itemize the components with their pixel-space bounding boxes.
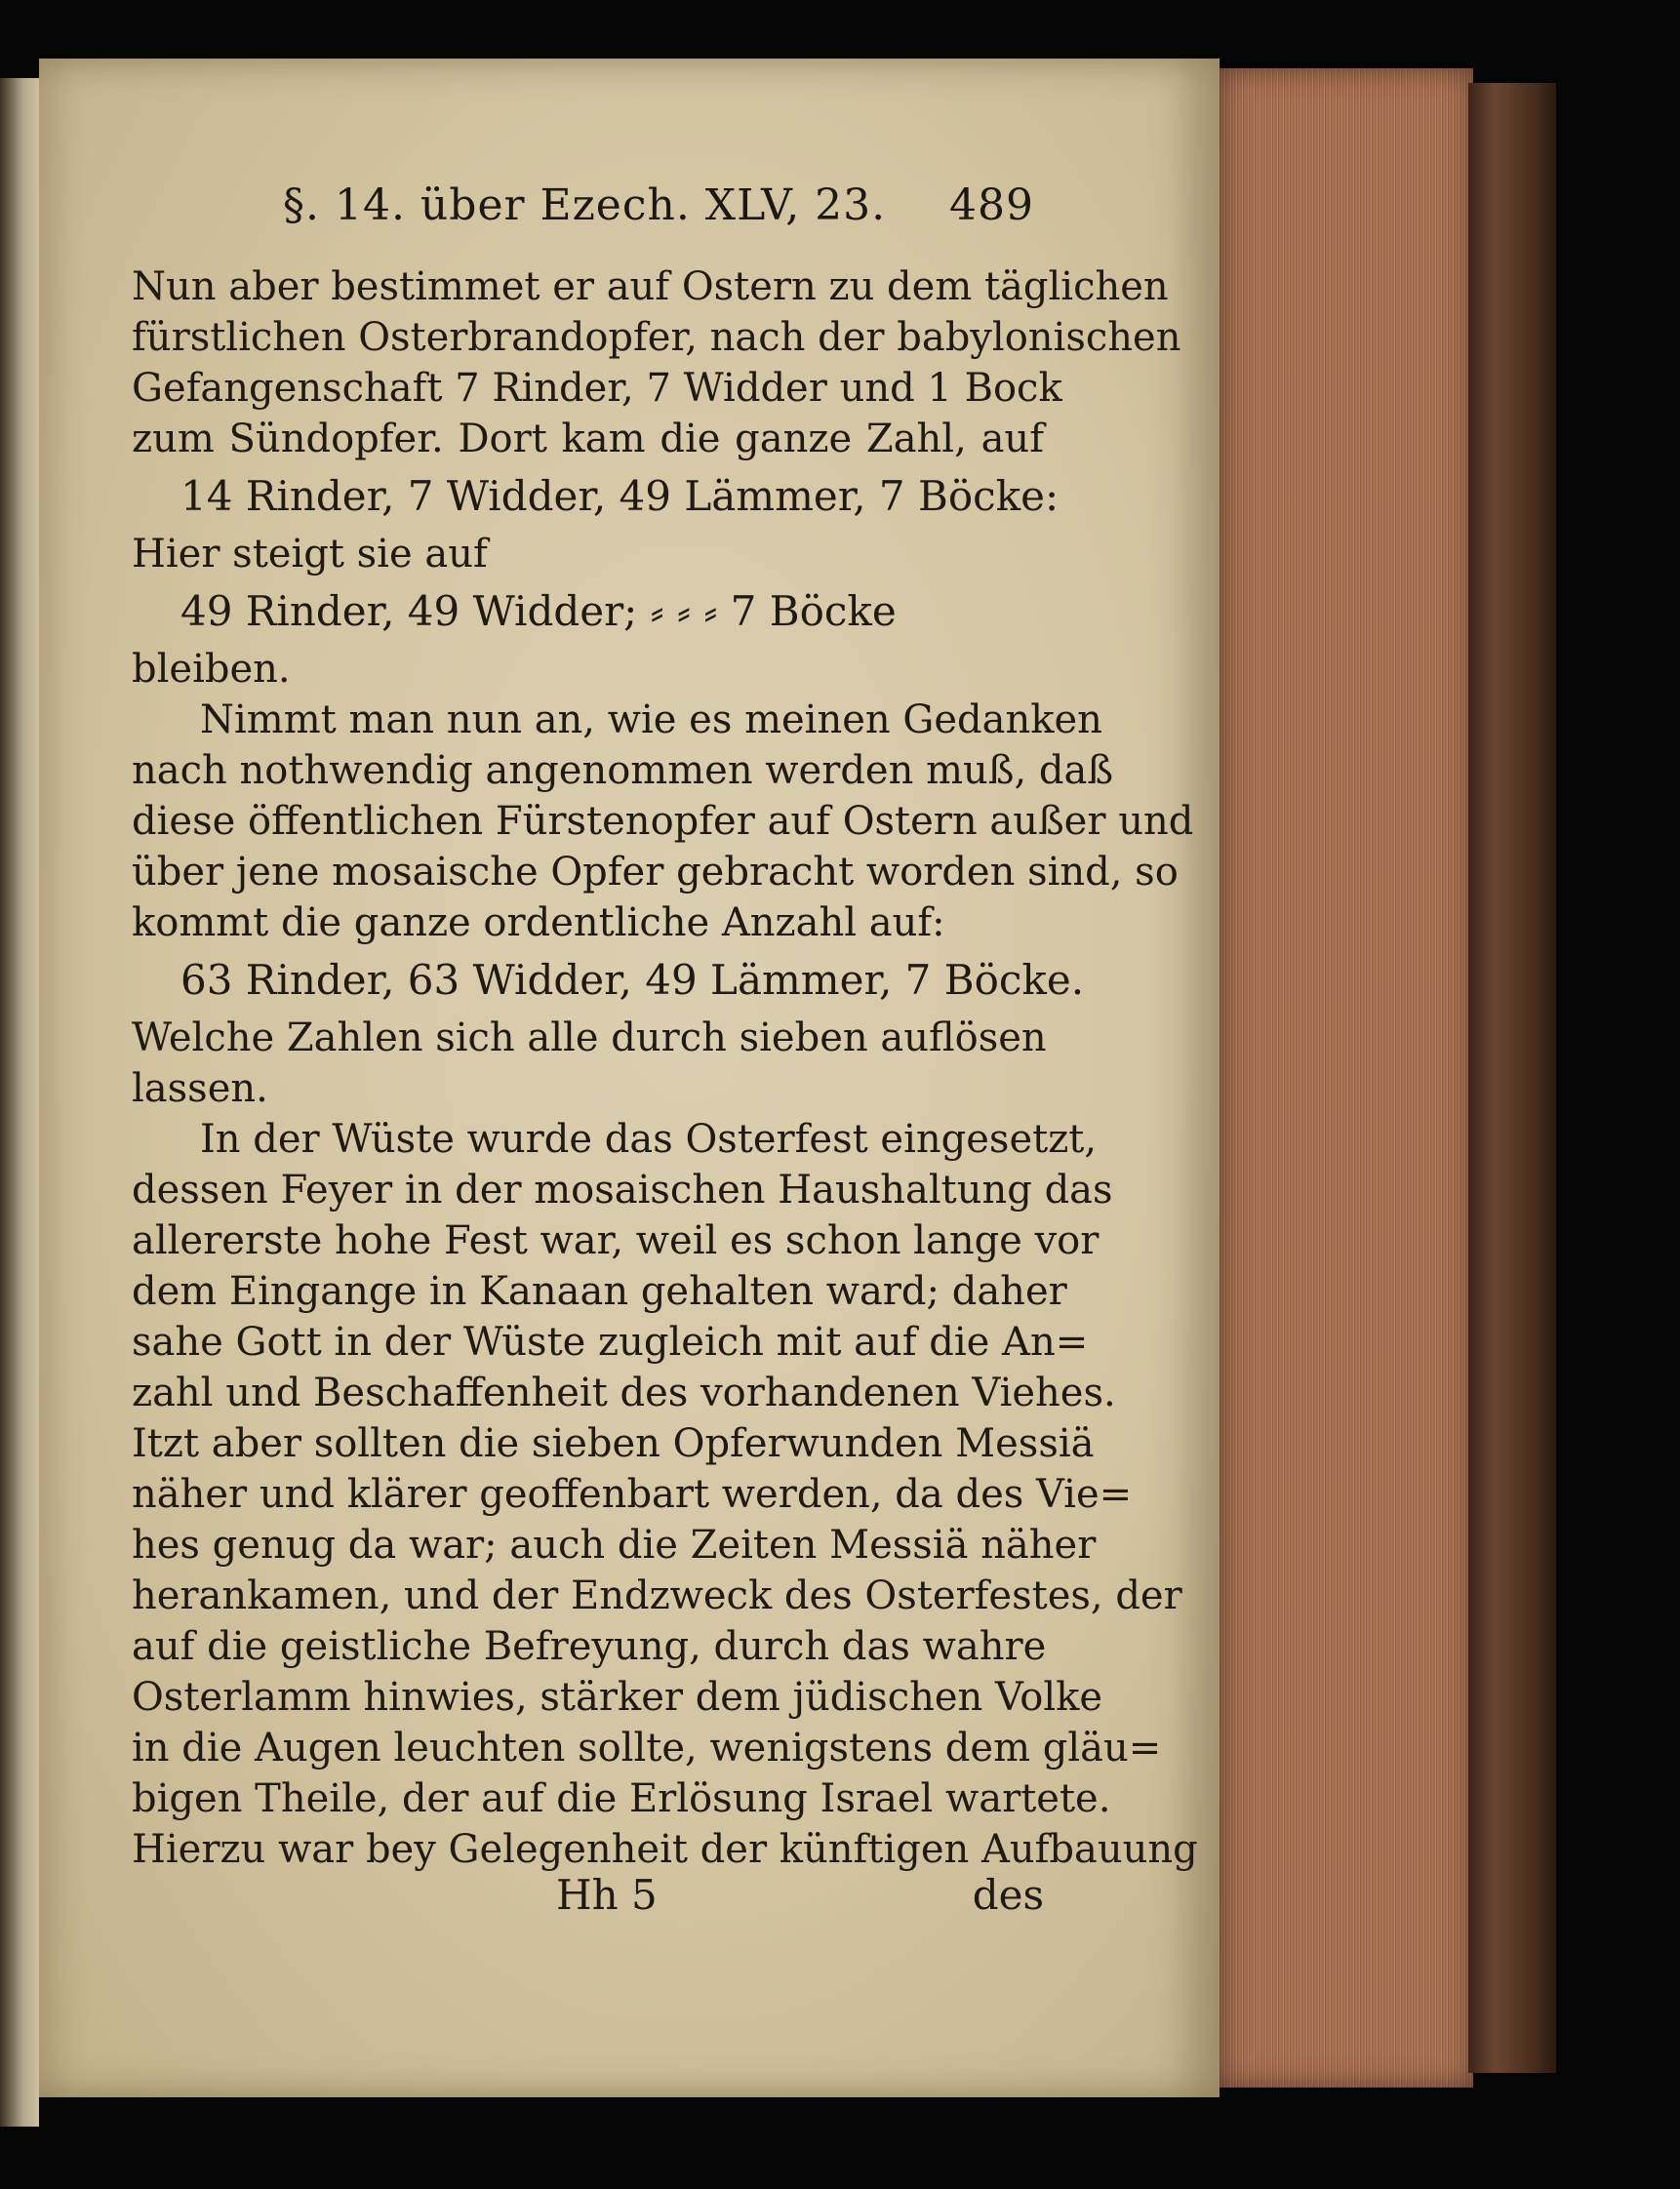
text-line: dem Eingange in Kanaan gehalten ward; daher bbox=[132, 1269, 1067, 1314]
text-line: Welche Zahlen sich alle durch sieben auflösen bbox=[132, 1015, 1047, 1060]
book-fore-edge bbox=[1220, 68, 1473, 2088]
text-line: auf die geistliche Befreyung, durch das wahre bbox=[132, 1624, 1047, 1669]
text-line: in die Augen leuchten sollte, wenigstens dem gläu= bbox=[132, 1726, 1162, 1771]
tally-line: 49 Rinder, 49 Widder; ⸗ ⸗ ⸗ 7 Böcke bbox=[180, 587, 897, 635]
text-line: sahe Gott in der Wüste zugleich mit auf die An= bbox=[132, 1320, 1089, 1365]
page-header bbox=[283, 180, 1034, 239]
text-line: zahl und Beschaffenheit des vorhandenen Viehes. bbox=[132, 1371, 1116, 1415]
text-line: über jene mosaische Opfer gebracht worden sind, so bbox=[132, 850, 1179, 895]
text-line: näher und klärer geoffenbart werden, da des Vie= bbox=[132, 1472, 1133, 1517]
text-line: Hierzu war bey Gelegenheit der künftigen Aufbauung bbox=[132, 1827, 1198, 1872]
text-line: bleiben. bbox=[132, 647, 291, 692]
text-line: bigen Theile, der auf die Erlösung Israel wartete. bbox=[132, 1776, 1111, 1821]
page-body-text bbox=[132, 261, 1198, 1875]
text-line: Osterlamm hinwies, stärker dem jüdischen Volke bbox=[132, 1675, 1103, 1720]
tally-line: 14 Rinder, 7 Widder, 49 Lämmer, 7 Böcke: bbox=[180, 472, 1060, 520]
tally-line: 63 Rinder, 63 Widder, 49 Lämmer, 7 Böcke. bbox=[180, 956, 1085, 1004]
text-line: In der Wüste wurde das Osterfest eingesetzt, bbox=[200, 1117, 1098, 1162]
catchword: des bbox=[972, 1871, 1044, 1919]
text-line: hes genug da war; auch die Zeiten Messiä näher bbox=[132, 1523, 1097, 1568]
signature-mark: Hh 5 bbox=[556, 1871, 658, 1919]
text-line: zum Sündopfer. Dort kam die ganze Zahl, auf bbox=[132, 417, 1044, 461]
left-page-edge bbox=[0, 78, 39, 2127]
running-head: §. 14. über Ezech. XLV, 23. bbox=[283, 180, 887, 230]
book-cover-edge bbox=[1468, 83, 1556, 2073]
text-line: lassen. bbox=[132, 1066, 268, 1111]
text-line: herankamen, und der Endzweck des Osterfestes, der bbox=[132, 1573, 1182, 1618]
text-line: Nimmt man nun an, wie es meinen Gedanken bbox=[200, 697, 1102, 742]
text-line: Nun aber bestimmet er auf Ostern zu dem täglichen bbox=[132, 264, 1169, 309]
text-line: allererste hohe Fest war, weil es schon lange vor bbox=[132, 1218, 1100, 1263]
text-line: Hier steigt sie auf bbox=[132, 532, 488, 577]
text-line: dessen Feyer in der mosaischen Haushaltung das bbox=[132, 1168, 1113, 1213]
page-number: 489 bbox=[949, 180, 1034, 230]
text-line: diese öffentlichen Fürstenopfer auf Ostern außer und bbox=[132, 799, 1194, 844]
text-line: Gefangenschaft 7 Rinder, 7 Widder und 1 Bock bbox=[132, 366, 1062, 411]
text-line: fürstlichen Osterbrandopfer, nach der babylonischen bbox=[132, 315, 1181, 360]
text-line: nach nothwendig angenommen werden muß, daß bbox=[132, 748, 1114, 793]
text-line: kommt die ganze ordentliche Anzahl auf: bbox=[132, 900, 945, 945]
text-line: Itzt aber sollten die sieben Opferwunden Messiä bbox=[132, 1421, 1095, 1466]
page-footer bbox=[556, 1871, 1044, 1930]
